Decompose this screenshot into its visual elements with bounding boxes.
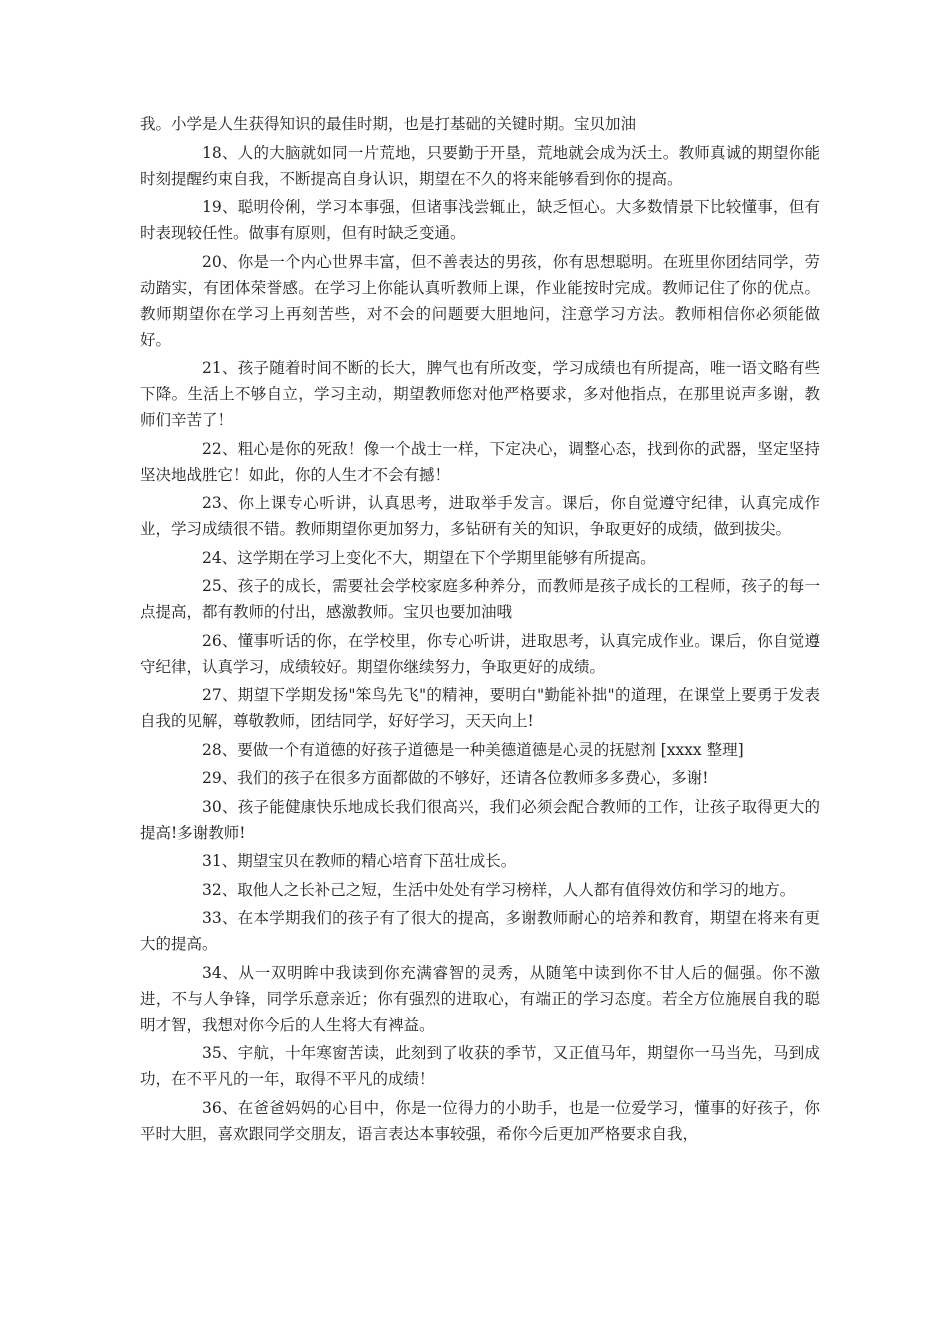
document-body	[140, 111, 820, 1149]
paragraph-24: 24、这学期在学习上变化不大，期望在下个学期里能够有所提高。	[202, 548, 656, 567]
paragraph-28: 28、要做一个有道德的好孩子道德是一种美德道德是心灵的抚慰剂 [xxxx 整理]	[202, 740, 744, 759]
paragraph-25: 25、孩子的成长，需要社会学校家庭多种养分，而教师是孩子成长的工程师，孩子的每一点提高，都有教师的付出，感激教师。宝贝也要加油哦	[140, 577, 820, 621]
paragraph-32: 32、取他人之长补己之短，生活中处处有学习榜样，人人都有值得效仿和学习的地方。	[202, 880, 796, 899]
paragraph-20: 20、你是一个内心世界丰富，但不善表达的男孩，你有思想聪明。在班里你团结同学，劳动踏实，有团体荣誉感。在学习上你能认真听教师上课，作业能按时完成。教师记住了你的优点。教师期望你在学习上再刻苦些，对不会的问题要大胆地问，注意学习方法。教师相信你必须能做好。	[140, 252, 820, 349]
paragraph-18: 18、人的大脑就如同一片荒地，只要勤于开垦，荒地就会成为沃土。教师真诚的期望你能时刻提醒约束自我，不断提高自身认识，期望在不久的将来能够看到你的提高。	[140, 143, 820, 188]
paragraph-36: 36、在爸爸妈妈的心目中，你是一位得力的小助手，也是一位爱学习，懂事的好孩子，你平时大胆，喜欢跟同学交朋友，语言表达本事较强，希你今后更加严格要求自我，	[140, 1098, 820, 1143]
paragraph-35: 35、宇航，十年寒窗苦读，此刻到了收获的季节，又正值马年，期望你一马当先，马到成功，在不平凡的一年，取得不平凡的成绩！	[140, 1044, 820, 1088]
paragraph-26: 26、懂事听话的你，在学校里，你专心听讲，进取思考，认真完成作业。课后，你自觉遵守纪律，认真学习，成绩较好。期望你继续努力，争取更好的成绩。	[140, 631, 820, 676]
paragraph-22: 22、粗心是你的死敌！像一个战士一样，下定决心，调整心态，找到你的武器，坚定坚持坚决地战胜它！如此，你的人生才不会有撼！	[140, 439, 820, 484]
paragraph-31: 31、期望宝贝在教师的精心培育下茁壮成长。	[202, 852, 517, 870]
paragraph-continuation: 我。小学是人生获得知识的最佳时期，也是打基础的关键时期。宝贝加油	[140, 115, 637, 133]
paragraph-30: 30、孩子能健康快乐地成长我们很高兴，我们必须会配合教师的工作，让孩子取得更大的提高!多谢教师!	[140, 797, 820, 842]
paragraph-34: 34、从一双明眸中我读到你充满睿智的灵秀，从随笔中读到你不甘人后的倔强。你不激进，不与人争锋，同学乐意亲近；你有强烈的进取心，有端正的学习态度。若全方位施展自我的聪明才智，我想对你今后的人生将大有裨益。	[140, 963, 820, 1034]
paragraph-33: 33、在本学期我们的孩子有了很大的提高，多谢教师耐心的培养和教育，期望在将来有更大的提高。	[140, 909, 820, 953]
paragraph-29: 29、我们的孩子在很多方面都做的不够好，还请各位教师多多费心，多谢!	[202, 769, 709, 787]
paragraph-19: 19、聪明伶俐，学习本事强，但诸事浅尝辄止，缺乏恒心。大多数情景下比较懂事，但有时表现较任性。做事有原则，但有时缺乏变通。	[140, 198, 820, 242]
paragraph-27: 27、期望下学期发扬"笨鸟先飞"的精神，要明白"勤能补拙"的道理，在课堂上要勇于发表自我的见解，尊敬教师，团结同学，好好学习，天天向上!	[140, 686, 820, 730]
paragraph-23: 23、你上课专心听讲，认真思考，进取举手发言。课后，你自觉遵守纪律，认真完成作业，学习成绩很不错。教师期望你更加努力，多钻研有关的知识，争取更好的成绩，做到拔尖。	[140, 494, 820, 538]
paragraph-21: 21、孩子随着时间不断的长大，脾气也有所改变，学习成绩也有所提高，唯一语文略有些下降。生活上不够自立，学习主动，期望教师您对他严格要求，多对他指点，在那里说声多谢，教师们辛苦了！	[140, 359, 820, 429]
